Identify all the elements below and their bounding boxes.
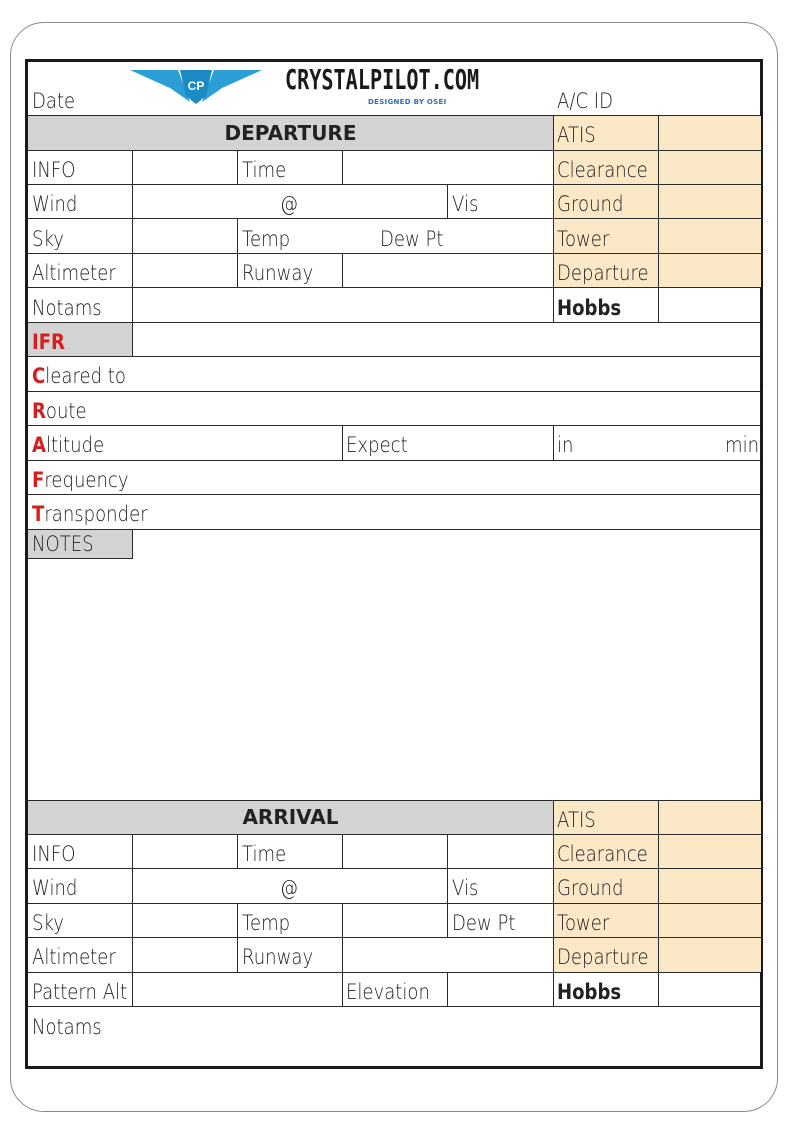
dep-freq-ground: Ground (557, 192, 624, 216)
arr-at-symbol: @ (280, 876, 299, 900)
grid-line (553, 115, 554, 322)
grid-line (132, 150, 133, 322)
dep-vis-label: Vis (452, 192, 479, 216)
dep-runway-label: Runway (242, 261, 314, 285)
transponder-label: Transponder (32, 502, 148, 526)
dep-freq-clearance: Clearance (557, 158, 648, 182)
grid-line (28, 184, 761, 185)
acid-label: A/C ID (557, 89, 614, 113)
grid-line (132, 834, 133, 1006)
expect-label: Expect (346, 433, 408, 457)
grid-line (553, 425, 554, 460)
grid-line (28, 972, 761, 973)
arr-wind-label: Wind (32, 876, 78, 900)
notes-area[interactable] (28, 559, 761, 799)
dep-altimeter-label: Altimeter (32, 261, 116, 285)
dep-freq-departure: Departure (557, 261, 649, 285)
grid-line (342, 150, 343, 184)
cleared-to-label: Cleared to (32, 364, 126, 388)
altitude-label: Altitude (32, 433, 105, 457)
arr-hobbs-label: Hobbs (557, 980, 622, 1004)
dep-temp-label: Temp (242, 227, 291, 251)
grid-line (447, 184, 448, 218)
grid-line (28, 903, 761, 904)
grid-line (658, 115, 659, 322)
grid-line (342, 972, 343, 1006)
dep-dewpt-label: Dew Pt (380, 227, 444, 251)
grid-line (342, 903, 343, 972)
arr-freq-atis: ATIS (557, 808, 596, 832)
arr-runway-label: Runway (242, 945, 314, 969)
arr-freq-ground: Ground (557, 876, 624, 900)
grid-line (447, 834, 448, 868)
grid-line (28, 322, 761, 323)
grid-line (28, 937, 761, 938)
arr-notams-label: Notams (32, 1015, 102, 1039)
grid-line (28, 868, 761, 869)
grid-line (447, 868, 448, 937)
logo-text: CP (187, 79, 205, 93)
grid-line (237, 150, 238, 184)
grid-line (342, 253, 343, 288)
brand-subtitle: DESIGNED BY OSEI (368, 98, 447, 106)
arrival-title: ARRIVAL (242, 805, 339, 829)
grid-line (28, 391, 761, 392)
notes-label: NOTES (32, 532, 94, 556)
grid-line (28, 218, 761, 219)
grid-line (447, 972, 448, 1006)
dep-info-label: INFO (32, 158, 76, 182)
grid-line (237, 218, 238, 288)
dep-sky-label: Sky (32, 227, 64, 251)
arr-temp-label: Temp (242, 911, 291, 935)
dep-freq-atis: ATIS (557, 123, 596, 147)
grid-line (28, 494, 761, 495)
arr-freq-departure: Departure (557, 945, 649, 969)
arr-vis-label: Vis (452, 876, 479, 900)
arr-freq-clearance: Clearance (557, 842, 648, 866)
arr-dewpt-label: Dew Pt (452, 911, 516, 935)
frequency-label: Frequency (32, 468, 129, 492)
grid-line (28, 287, 761, 288)
arr-elevation-label: Elevation (346, 980, 430, 1004)
grid-line (132, 322, 133, 356)
arr-pattern-alt-label: Pattern Alt (32, 980, 128, 1004)
arr-altimeter-label: Altimeter (32, 945, 116, 969)
dep-freq-tower: Tower (557, 227, 610, 251)
grid-line (237, 903, 238, 972)
ifr-label: IFR (32, 330, 65, 354)
route-label: Route (32, 399, 87, 423)
grid-line (342, 425, 343, 460)
grid-line (28, 834, 761, 835)
dep-at-symbol: @ (280, 192, 299, 216)
dep-wind-label: Wind (32, 192, 78, 216)
grid-line (342, 834, 343, 868)
grid-line (553, 800, 554, 1006)
departure-title: DEPARTURE (224, 121, 357, 145)
grid-line (28, 150, 761, 151)
arr-time-label: Time (242, 842, 287, 866)
arr-freq-tower: Tower (557, 911, 610, 935)
grid-line (237, 834, 238, 868)
dep-time-label: Time (242, 158, 287, 182)
brand-name: CRYSTALPILOT.COM (285, 63, 480, 96)
arr-info-label: INFO (32, 842, 76, 866)
dep-notams-label: Notams (32, 296, 102, 320)
grid-line (132, 529, 133, 559)
min-label: min (725, 433, 760, 457)
dep-hobbs-label: Hobbs (557, 296, 622, 320)
grid-line (28, 425, 761, 426)
date-label: Date (32, 89, 76, 113)
arr-sky-label: Sky (32, 911, 64, 935)
grid-line (28, 356, 761, 357)
grid-line (658, 800, 659, 1006)
in-label: in (557, 433, 574, 457)
